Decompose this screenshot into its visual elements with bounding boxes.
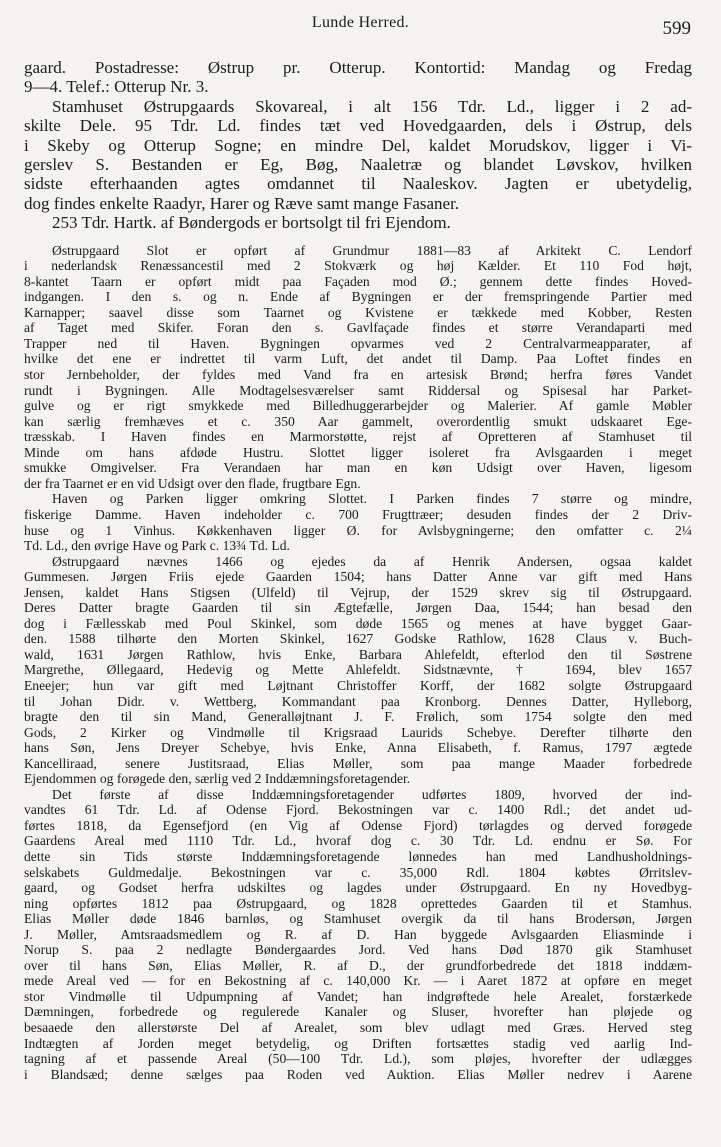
text-line: gulve og er rigt smykkede med Billedhuggerarbejder og Malerier. Af gamle Møbler [24,398,692,414]
text-line: Gaardens Areal med 1110 Tdr. Ld., hvoraf dog c. 30 Tdr. Ld. endnu er Sø. For [24,833,692,849]
page-number: 599 [662,18,691,39]
text-line: 253 Tdr. Hartk. af Bøndergods er bortsolgt til fri Ejendom. [52,213,451,233]
running-title: Lunde Herred. [311,14,410,31]
text-line: Jensen, kaldet Hans Stigsen (Ulfeld) til Vejrup, der 1529 skrev sig til Østrupgaard. [24,584,692,600]
text-line: sidste efterhaanden agtes omdannet til Naaleskov. Jagten er ubetydelig, [24,174,692,194]
text-line: indgangen. I den s. og n. Ende af Bygningen er der fremspringende Partier med [24,289,692,305]
text-line: Haven og Parken ligger omkring Slottet. I Parken findes 7 større og mindre, [52,491,692,507]
text-line: Østrupgaard Slot er opført af Grundmur 1881—83 af Arkitekt C. Lendorf [52,242,692,258]
text-line: besaaede den allerstørste Del af Arealet, som blev udlagt med Græs. Herved steg [24,1020,692,1035]
text-line: ning opførtes 1812 paa Østrupgaard, og 1828 oprettedes Gaarden til et Stamhus. [24,895,692,911]
text-line: selskabets Guldmedalje. Bekostningen var c. 35,000 Rdl. 1804 købtes Ørritslev- [24,864,692,880]
text-line: vandtes 61 Tdr. Ld. af Odense Fjord. Bekostningen var c. 1400 Rdl.; det andet ud- [24,802,692,818]
text-line: af Taget med Skifer. Foran den s. Gavlfaçade findes et større Verandaparti med [24,320,692,336]
text-line: Gods, 2 Kirker og Vindmølle til Krigsraad Laurids Schebye. Derefter tilhørte den [24,724,692,740]
text-line: Elias Møller døde 1846 barnløs, og Stamhuset overgik da til hans Brodersøn, Jørgen [24,911,692,927]
text-line: dog i Fællesskab med Poul Skinkel, som døde 1565 og menes at have bygget Gaar- [24,615,692,631]
text-line: til Johan Didr. v. Wettberg, Kommandant paa Kronborg. Dennes Datter, Hylleborg, [24,693,692,709]
text-line: der fra Taarnet er en vid Udsigt over den flade, frugtbare Egn. [24,475,361,491]
text-line: Indtægten af Jorden meget betydelig, og Driften fortsættes stadig ved aarlig Ind- [24,1035,692,1051]
text-line: fiskerige Damme. Haven indeholder c. 700 Frugttræer; desuden findes der 2 Driv- [24,506,692,522]
text-line: gaard. Postadresse: Østrup pr. Otterup. Kontortid: Mandag og Fredag [24,58,692,77]
text-line: Stamhuset Østrupgaards Skovareal, i alt 156 Tdr. Ld., ligger i 2 ad- [52,96,692,116]
text-line: Norup S. paa 2 nedlagte Bøndergaardes Jord. Ved hans Død 1870 gik Stamhuset [24,942,692,958]
text-line: skilte Dele. 95 Tdr. Ld. findes tæt ved Hovedgaarden, dels i Østrup, dels [24,116,692,136]
text-line: 9—4. Telef.: Otterup Nr. 3. [24,77,209,97]
text-line: mede Areal ved — for en Bekostning af c. 140,000 Kr. — i Aaret 1872 at opføre en meget [24,973,692,989]
text-line: træsskab. I Haven findes en Marmorstøtte, rejst af Opretteren af Stamhuset til [24,429,692,445]
text-line: den. 1588 tilhørte den Morten Skinkel, 1627 Godske Rathlow, 1628 Claus v. Buch- [24,631,692,647]
text-line: Kancelliraad, senere Justitsraad, Elias Møller, som paa mange Maader forbedrede [24,755,692,771]
text-line: i Blandsæd; denne sælges paa Roden ved Auktion. Elias Møller nedrev i Aarene [24,1066,692,1082]
page-header [0,8,721,42]
text-line: gerslev S. Bestanden er Eg, Bøg, Naaletræ og blandet Løvskov, hvilken [24,155,692,175]
text-line: Det første af disse Inddæmningsforetagender udførtes 1809, hvorved der ind- [52,786,692,802]
text-line: Østrupgaard nævnes 1466 og ejedes da af Henrik Andersen, ogsaa kaldet [52,553,692,569]
section-gap [24,233,692,243]
text-line: wald, 1631 Jørgen Rathlow, hvis Enke, Barbara Ahlefeldt, efterlod den til Søstrene [24,646,692,662]
estate-paragraphs [24,58,692,233]
text-line: Ejendommen og forøgede den, særlig ved 2 Inddæmningsforetagender. [24,771,411,787]
text-line: bragte den til sin Mand, Generalløjtnant J. F. Frølich, som 1754 solgte den med [24,709,692,725]
text-line: i Skeby og Otterup Sogne; en mindre Del, kaldet Morudskov, ligger i Vi- [24,135,692,155]
text-line: rundt i Bygningen. Alle Modtagelsesværelser samt Riddersal og Spisesal har Parket- [24,382,692,398]
text-line: dog findes enkelte Raadyr, Harer og Ræve samt mange Fasaner. [24,193,460,213]
text-line: førtes 1818, da Egensefjord (en Vig af Odense Fjord) tørlagdes og derved forøgede [24,817,692,833]
text-line: huse og 1 Vinhus. Køkkenhaven ligger Ø. for Avlsbygningerne; den omfatter c. 2¼ [24,522,692,538]
text-line: Eneejer; hun var gift med Løjtnant Christoffer Korff, der 1682 solgte Østrupgaard [24,677,692,693]
text-line: Minde om hans afdøde Hustru. Slottet ligger isoleret fra Avlsgaarden i meget [24,444,692,460]
history-paragraphs [24,243,692,1083]
text-line: Td. Ld., den øvrige Have og Park c. 13¾ Td. Ld. [24,538,290,554]
text-line: Karnapper; saavel disse som Taarnet og Kvistene er tækkede med Kobber, Resten [24,304,692,320]
text-line: stor Jernbeholder, der fyldes med Vand fra en artesisk Brønd; herfra føres Vandet [24,367,692,383]
text-line: Dæmningen, forbedrede og regulerede Kanaler og Sluser, hvorefter han pløjede og [24,1004,692,1020]
text-line: Margrethe, Øllegaard, Hedevig og Mette Ahlefeldt. Sidstnævnte, † 1694, blev 1657 [24,662,692,678]
text-line: i nederlandsk Renæssancestil med 2 Stokværk og høj Kælder. Et 110 Fod højt, [24,258,692,274]
text-line: kan særlig fremhæves et c. 350 Aar gammelt, overordentlig smukt udskaaret Ege- [24,413,692,429]
text-line: stor Vindmølle til Udpumpning af Vandet; han indgrøftede hele Arealet, forstærkede [24,988,692,1004]
text-line: over til hans Søn, Elias Møller, R. af D., der grundforbedrede det 1818 inddæm- [24,957,692,973]
text-line: dette sin Tids største Inddæmningsforetagende lønnedes han med Landhusholdnings- [24,848,692,864]
text-line: Gummesen. Jørgen Friis ejede Gaarden 1504; hans Datter Anne var gift med Hans [24,569,692,585]
text-line: 8-kantet Taarn er opført midt paa Façaden mod Ø.; gennem dette findes Hoved- [24,273,692,289]
text-line: smukke Omgivelser. Fra Verandaen har man en køn Udsigt over Haven, ligesom [24,460,692,476]
text-line: Deres Datter bragte Gaarden til sin Ægtefælle, Jørgen Daa, 1544; han besad den [24,600,692,616]
text-line: J. Møller, Amtsraadsmedlem og R. af D. Han byggede Avlsgaarden Eliasminde i [24,926,692,942]
text-line: hans Søn, Jens Dreyer Schebye, hvis Enke, Anna Elisabeth, f. Ramus, 1797 ægtede [24,740,692,756]
text-line: Trapper ned til Haven. Bygningen opvarmes ved 2 Centralvarmeapparater, af [24,335,692,351]
text-line: gaard, og Godset herfra udskiltes og lagdes under Østrupgaard. En ny Hovedbyg- [24,880,692,896]
page-body [24,58,692,1082]
text-line: hvilke det ene er indrettet til varm Luft, det andet til Damp. Paa Loftet findes en [24,351,692,367]
text-line: tagning af et passende Areal (50—100 Tdr. Ld.), som pløjes, hvorefter der udlægges [24,1051,692,1067]
